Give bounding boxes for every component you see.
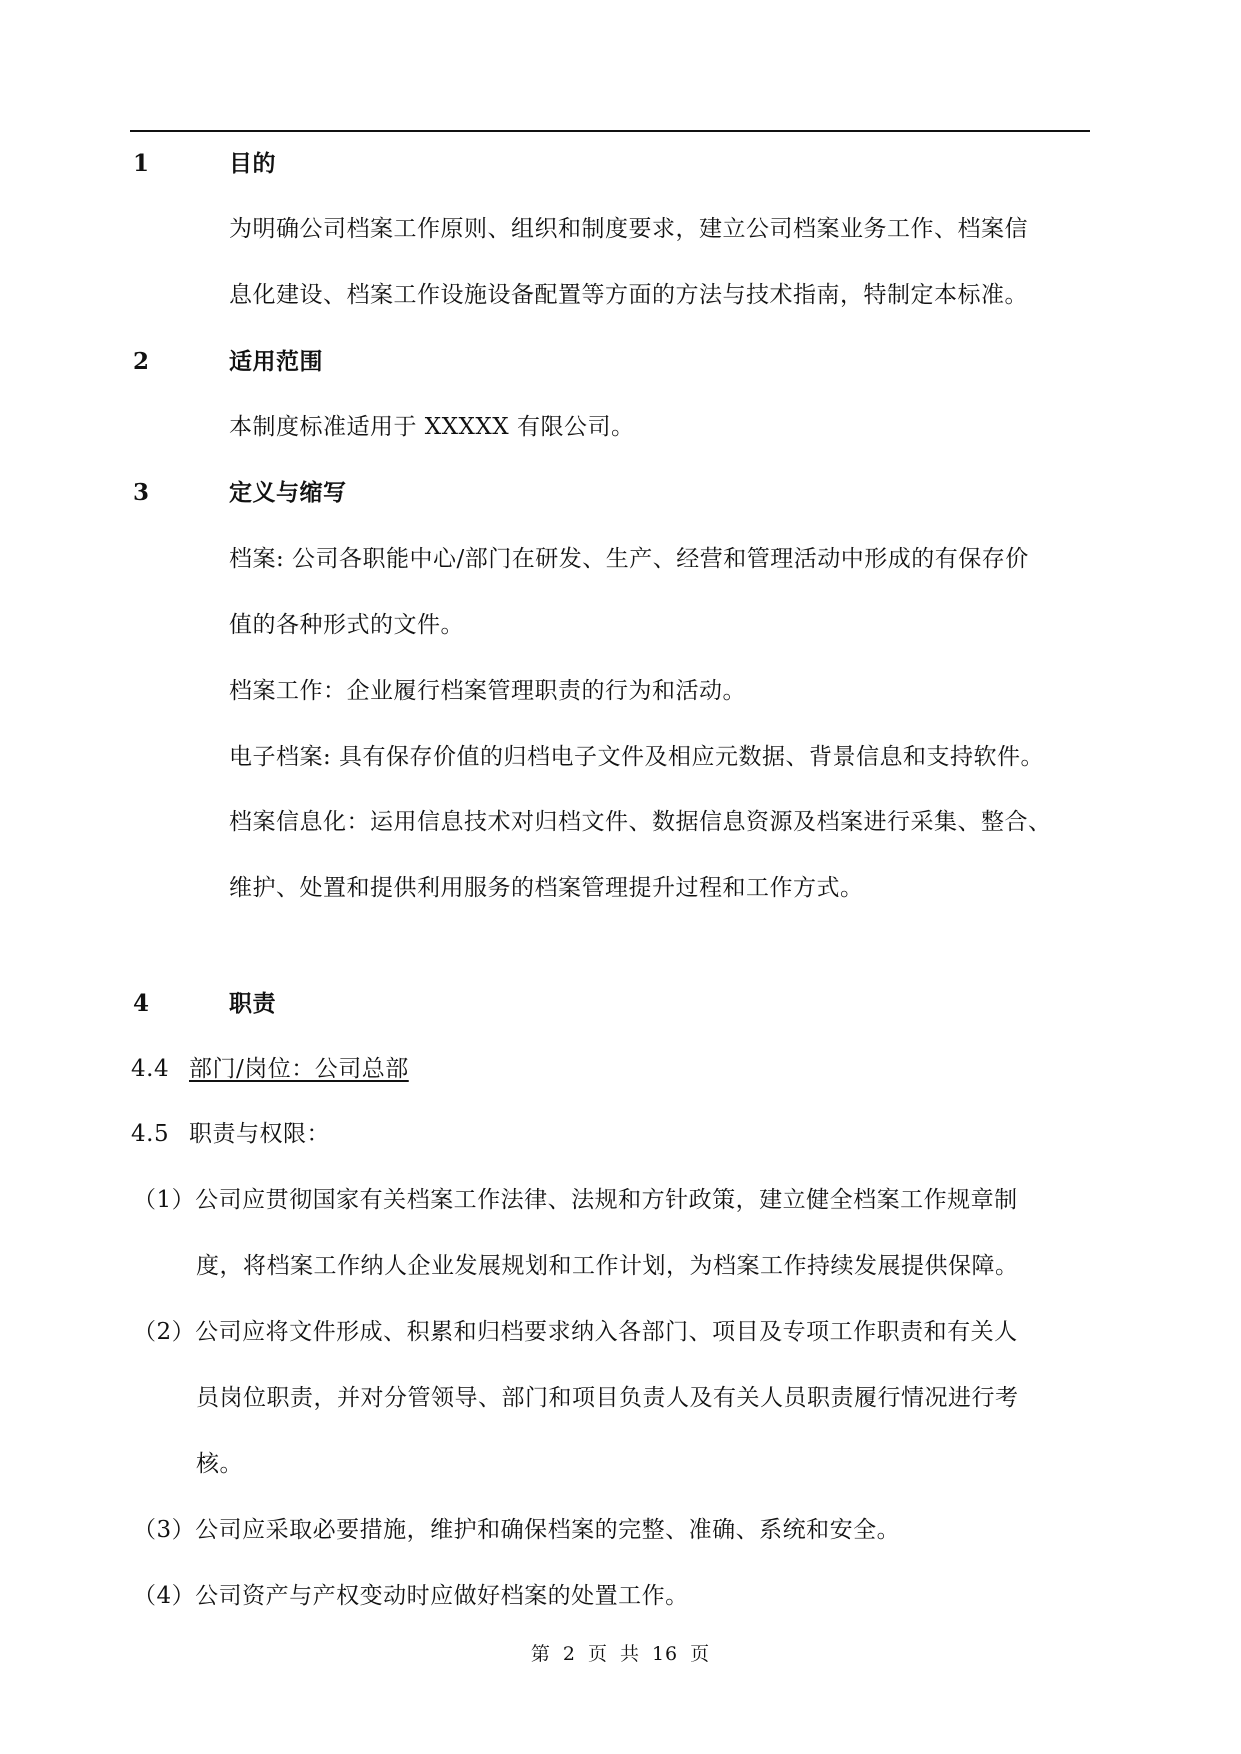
subsection-4-5-text: 职责与权限：: [189, 1121, 330, 1147]
subsection-4-5-number: 4.5: [131, 1121, 170, 1147]
item-1-line-1: （1）公司应贯彻国家有关档案工作法律、法规和方针政策，建立健全档案工作规章制: [133, 1187, 1018, 1213]
section-2-body: 本制度标准适用于 XXXXX 有限公司。: [229, 414, 635, 440]
page-footer: [0, 1640, 1241, 1668]
footer-total-pages: 16: [651, 1643, 679, 1665]
subsection-4-4-number: 4.4: [131, 1056, 170, 1082]
footer-label-gong: 共: [619, 1643, 640, 1665]
section-1-body-line-2: 息化建设、档案工作设施设备配置等方面的方法与技术指南，特制定本标准。: [229, 282, 1028, 308]
item-2-line-2: 员岗位职责，并对分管领导、部门和项目负责人及有关人员职责履行情况进行考: [196, 1385, 1019, 1411]
header-rule: [130, 130, 1090, 132]
footer-label-ye-2: 页: [690, 1643, 711, 1665]
section-3-title: 定义与缩写: [229, 479, 347, 506]
section-1-body-line-1: 为明确公司档案工作原则、组织和制度要求，建立公司档案业务工作、档案信: [229, 216, 1028, 242]
section-4-title: 职责: [229, 990, 276, 1017]
definition-archive-line-1: 档案: 公司各职能中心/部门在研发、生产、经营和管理活动中形成的有保存价: [229, 546, 1029, 572]
footer-label-ye: 页: [587, 1643, 608, 1665]
item-4: （4）公司资产与产权变动时应做好档案的处置工作。: [133, 1583, 689, 1609]
definition-archive-informatization-line-1: 档案信息化：运用信息技术对归档文件、数据信息资源及档案进行采集、整合、: [229, 809, 1052, 835]
item-3: （3）公司应采取必要措施，维护和确保档案的完整、准确、系统和安全。: [133, 1517, 901, 1543]
section-1-number: 1: [133, 150, 150, 177]
section-2-title: 适用范围: [229, 348, 323, 375]
section-2-number: 2: [133, 348, 150, 375]
definition-electronic-archive: 电子档案: 具有保存价值的归档电子文件及相应元数据、背景信息和支持软件。: [229, 744, 1045, 770]
subsection-4-4-text: 部门/岗位：公司总部: [189, 1056, 409, 1082]
footer-label-di: 第: [530, 1643, 551, 1665]
definition-archive-work: 档案工作：企业履行档案管理职责的行为和活动。: [229, 678, 746, 704]
section-1-title: 目的: [229, 150, 276, 177]
definition-archive-informatization-line-2: 维护、处置和提供利用服务的档案管理提升过程和工作方式。: [229, 875, 864, 901]
item-2-line-3: 核。: [196, 1451, 243, 1477]
section-4-number: 4: [133, 990, 150, 1017]
definition-archive-line-2: 值的各种形式的文件。: [229, 612, 464, 638]
footer-page-number: 2: [562, 1643, 576, 1665]
item-2-line-1: （2）公司应将文件形成、积累和归档要求纳入各部门、项目及专项工作职责和有关人: [133, 1319, 1018, 1345]
section-3-number: 3: [133, 479, 150, 506]
item-1-line-2: 度，将档案工作纳人企业发展规划和工作计划，为档案工作持续发展提供保障。: [196, 1253, 1019, 1279]
